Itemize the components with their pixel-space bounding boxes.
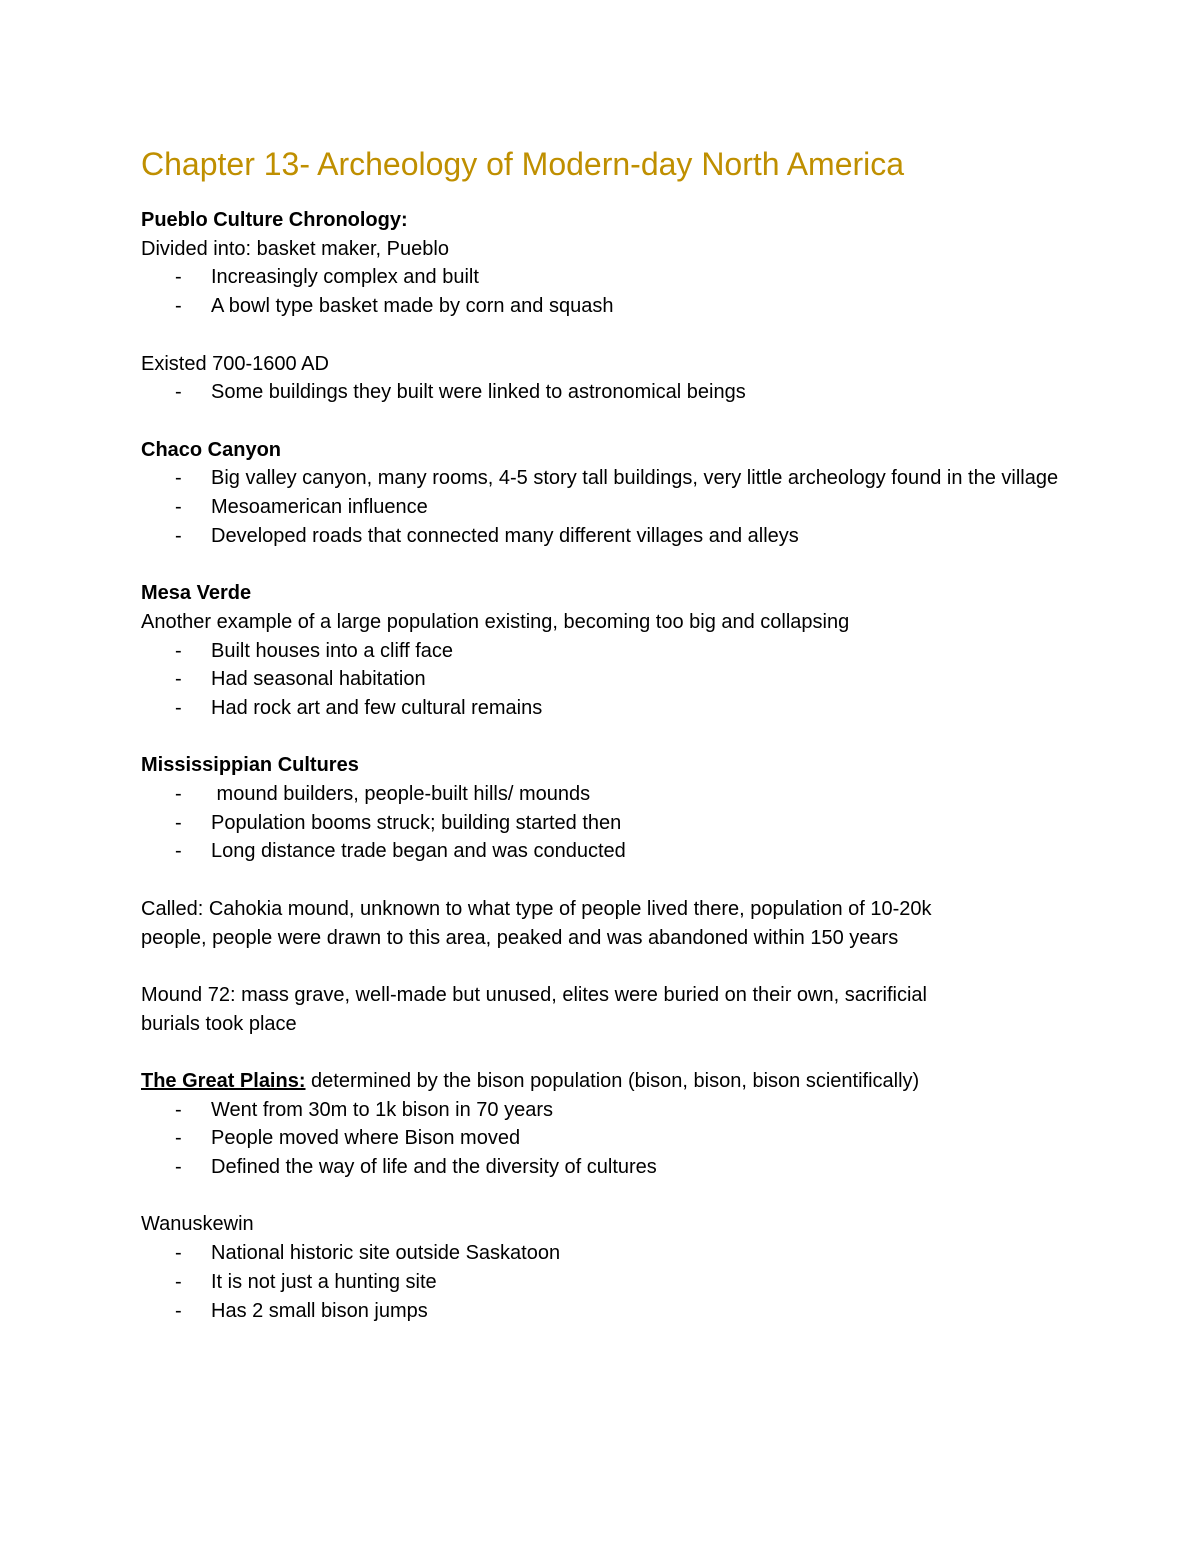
list-item: - Increasingly complex and built bbox=[141, 263, 1071, 292]
list-item: - Mesoamerican influence bbox=[141, 493, 1071, 522]
cahokia-line-2: people, people were drawn to this area, peaked and was abandoned within 150 years bbox=[141, 926, 899, 949]
list-item: - Had seasonal habitation bbox=[141, 665, 1071, 694]
list-item: - Some buildings they built were linked to astronomical beings bbox=[141, 378, 1071, 407]
mesa-list bbox=[141, 637, 1071, 723]
list-item: - Big valley canyon, many rooms, 4-5 story tall buildings, very little archeology found in the village bbox=[141, 464, 1071, 493]
document-title: Chapter 13- Archeology of Modern-day North America bbox=[141, 146, 905, 182]
mississippian-heading: Mississippian Cultures bbox=[141, 754, 359, 777]
list-item: - Long distance trade began and was conducted bbox=[141, 837, 1071, 866]
pueblo-list bbox=[141, 263, 1071, 320]
list-item: - Has 2 small bison jumps bbox=[141, 1297, 1071, 1326]
plains-line bbox=[141, 1067, 1071, 1096]
document-page bbox=[141, 140, 1071, 1325]
plains-description: determined by the bison population (bison, bison, bison scientifically) bbox=[305, 1069, 920, 1092]
list-item: - mound builders, people-built hills/ mounds bbox=[141, 780, 1071, 809]
pueblo-heading: Pueblo Culture Chronology: bbox=[141, 209, 408, 231]
list-item: - Population booms struck; building started then bbox=[141, 809, 1071, 838]
dash-marker: - bbox=[175, 467, 182, 490]
pueblo-existed-list bbox=[141, 378, 1071, 407]
list-item: - A bowl type basket made by corn and squash bbox=[141, 292, 1071, 321]
dash-marker: - bbox=[175, 840, 182, 863]
mesa-intro: Another example of a large population existing, becoming too big and collapsing bbox=[141, 610, 850, 633]
list-item: - Defined the way of life and the diversity of cultures bbox=[141, 1153, 1071, 1182]
mound72-line-1: Mound 72: mass grave, well-made but unused, elites were buried on their own, sacrificial bbox=[141, 983, 927, 1006]
list-item: - People moved where Bison moved bbox=[141, 1124, 1071, 1153]
dash-marker: - bbox=[175, 783, 182, 805]
dash-marker: - bbox=[175, 811, 182, 834]
list-item: - Had rock art and few cultural remains bbox=[141, 694, 1071, 723]
cahokia-line-1: Called: Cahokia mound, unknown to what type of people lived there, population of 10-20k bbox=[141, 897, 932, 920]
dash-marker: - bbox=[175, 1299, 182, 1322]
dash-marker: - bbox=[175, 639, 182, 662]
dash-marker: - bbox=[175, 496, 182, 518]
list-item: - Developed roads that connected many different villages and alleys bbox=[141, 522, 1071, 551]
dash-marker: - bbox=[175, 696, 182, 719]
pueblo-intro: Divided into: basket maker, Pueblo bbox=[141, 237, 449, 260]
wanuskewin-list bbox=[141, 1239, 1071, 1325]
dash-marker: - bbox=[175, 266, 182, 289]
mound72-line-2: burials took place bbox=[141, 1012, 297, 1035]
chaco-list bbox=[141, 464, 1071, 550]
dash-marker: - bbox=[175, 1098, 182, 1121]
dash-marker: - bbox=[175, 1270, 182, 1293]
dash-marker: - bbox=[175, 295, 182, 318]
dash-marker: - bbox=[175, 668, 182, 691]
dash-marker: - bbox=[175, 1127, 182, 1150]
mesa-heading: Mesa Verde bbox=[141, 582, 252, 605]
list-item: - Went from 30m to 1k bison in 70 years bbox=[141, 1096, 1071, 1125]
plains-heading: The Great Plains: bbox=[141, 1069, 306, 1092]
chaco-heading: Chaco Canyon bbox=[141, 438, 282, 461]
list-item: - Built houses into a cliff face bbox=[141, 637, 1071, 666]
wanuskewin-heading: Wanuskewin bbox=[141, 1213, 254, 1236]
dash-marker: - bbox=[175, 381, 182, 404]
plains-list bbox=[141, 1096, 1071, 1182]
mississippian-list bbox=[141, 780, 1071, 866]
pueblo-existed: Existed 700-1600 AD bbox=[141, 352, 329, 375]
list-item: - It is not just a hunting site bbox=[141, 1268, 1071, 1297]
dash-marker: - bbox=[175, 1156, 182, 1179]
list-item: - National historic site outside Saskatoon bbox=[141, 1239, 1071, 1268]
dash-marker: - bbox=[175, 1242, 182, 1265]
dash-marker: - bbox=[175, 524, 182, 547]
